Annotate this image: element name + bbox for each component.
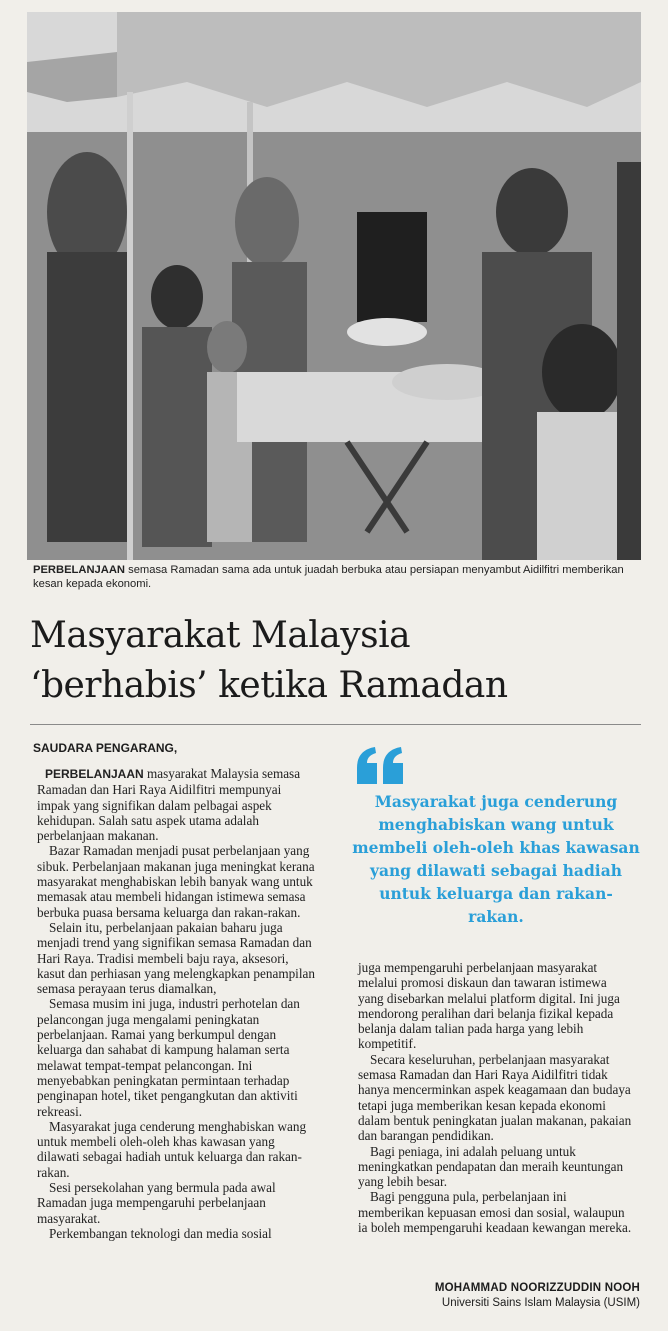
pull-quote: Masyarakat juga cenderung menghabiskan wang untuk membeli oleh-oleh khas kawasan yang dilawati sebagai hadiah untuk keluarga dan rakan-rakan.: [352, 792, 640, 926]
article-headline: [30, 611, 640, 711]
author-affiliation: Universiti Sains Islam Malaysia (USIM): [441, 1297, 640, 1309]
body-paragraph: Semasa musim ini juga, industri perhotelan dan pelancongan juga mengalami peningkatan perbelanjaan. Ramai yang berkumpul dengan keluarga dan sahabat di kampung halaman serta melawat tempat-tempat pelancongan. Ini menyebabkan peningkatan permintaan terhadap penginapan hotel, tiket pengangkutan dan aktiviti rekreasi.: [37, 996, 300, 1119]
body-column-1: [37, 766, 315, 1241]
body-paragraph: Bagi pengguna pula, perbelanjaan ini memberikan kepuasan emosi dan sosial, walaupun ia boleh mempengaruhi keadaan kewangan mereka.: [358, 1189, 632, 1236]
headline-line-2: ‘berhabis’ ketika Ramadan: [30, 665, 508, 706]
bazaar-photo-illustration: [27, 12, 641, 560]
headline-divider: [30, 724, 641, 725]
body-paragraph: Secara keseluruhan, perbelanjaan masyarakat semasa Ramadan dan Hari Raya Aidilfitri tidak hanya mencerminkan aspek keagamaan dan budaya tetapi juga memberikan kesan kepada ekonomi dalam bentuk peningkatan jualan makanan, pakaian dan barangan pendidikan.: [358, 1051, 632, 1144]
quote-mark-icon: [355, 746, 407, 786]
body-paragraph: Selain itu, perbelanjaan pakaian baharu juga menjadi trend yang signifikan semasa Ramadan dan Hari Raya. Tradisi membeli baju raya, aksesori, kasut dan perhiasan yang melengkapkan penampilan semasa perayaan terus diamalkan,: [37, 919, 315, 997]
body-paragraph: Perkembangan teknologi dan media sosial: [49, 1225, 272, 1241]
body-paragraph: Bazar Ramadan menjadi pusat perbelanjaan yang sibuk. Perbelanjaan makanan juga meningkat kerana masyarakat menghabiskan lebih banyak wang untuk memasak atau membeli hidangan istimewa semasa berbuka puasa bersama keluarga dan rakan-rakan.: [37, 843, 315, 920]
headline-line-1: Masyarakat Malaysia: [30, 615, 411, 656]
byline: [435, 1282, 640, 1309]
body-paragraph: Masyarakat juga cenderung menghabiskan wang untuk membeli oleh-oleh khas kawasan yang dilawati sebagai hadiah untuk keluarga dan rakan-rakan.: [37, 1118, 307, 1180]
section-kicker: SAUDARA PENGARANG,: [33, 741, 178, 755]
caption-lead: PERBELANJAAN: [33, 564, 125, 576]
body-column-2: [358, 960, 634, 1235]
author-name: MOHAMMAD NOORIZZUDDIN NOOH: [434, 1282, 640, 1294]
body-paragraph: PERBELANJAAN masyarakat Malaysia semasa Ramadan dan Hari Raya Aidilfitri mempunyai impak yang signifikan dalam pelbagai aspek kehidupan. Salah satu aspek utama adalah perbelanjaan makanan.: [37, 766, 301, 844]
paragraph-lead: PERBELANJAAN: [45, 767, 144, 781]
body-paragraph-continued: juga mempengaruhi perbelanjaan masyarakat melalui promosi diskaun dan tawaran istimewa yang disebarkan melalui platform digital. Ini juga mendorong peralihan dari belanja fizikal kepada belanja dalam talian pada harga yang lebih kompetitif.: [358, 960, 620, 1052]
body-paragraph: Sesi persekolahan yang bermula pada awal Ramadan juga mempengaruhi perbelanjaan masyarakat.: [37, 1180, 276, 1226]
photo-caption: [33, 563, 633, 591]
caption-text: semasa Ramadan sama ada untuk juadah berbuka atau persiapan menyambut Aidilfitri memberikan kesan kepada ekonomi.: [33, 564, 624, 590]
article-photo: [27, 12, 641, 560]
body-paragraph: Bagi peniaga, ini adalah peluang untuk meningkatkan pendapatan dan meraih keuntungan yang lebih besar.: [358, 1143, 624, 1190]
